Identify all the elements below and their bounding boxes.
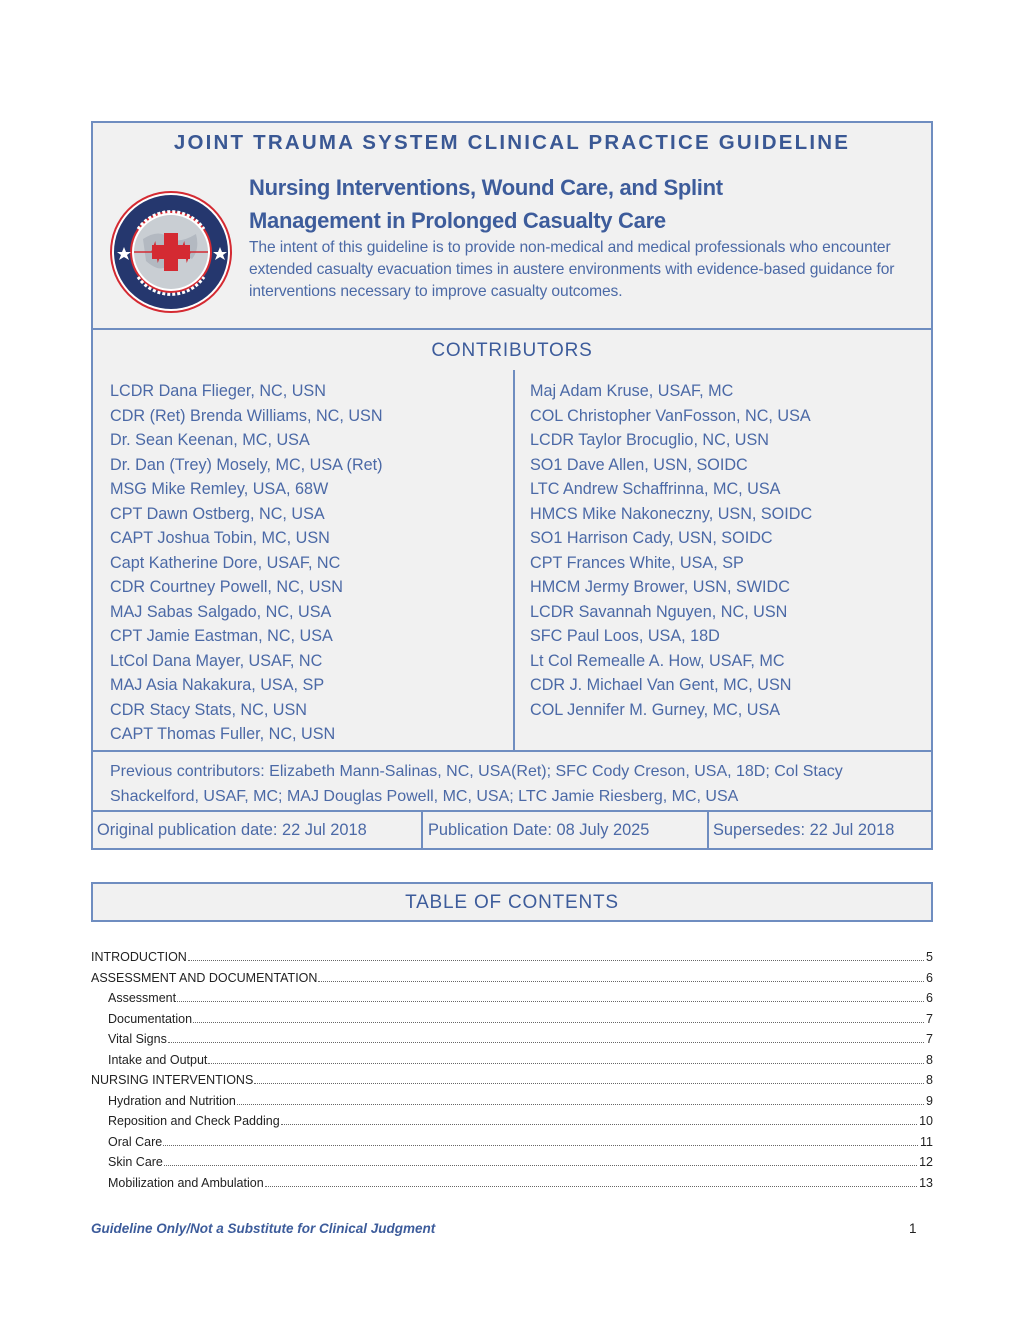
publication-date: Publication Date: 08 July 2025 (423, 812, 709, 848)
toc-entry-page: 9 (926, 1093, 933, 1108)
toc-entry-page: 7 (926, 1032, 933, 1046)
toc-dot-leader (168, 1042, 924, 1043)
contributors-panel (91, 370, 933, 752)
supersedes-date: Supersedes: 22 Jul 2018 (713, 821, 895, 839)
toc-entry-page: 8 (926, 1052, 933, 1067)
toc-entry[interactable] (91, 1029, 933, 1050)
toc-entry-page: 6 (926, 970, 933, 985)
toc-dot-leader (254, 1083, 924, 1084)
contributor-item: SO1 Harrison Cady, USN, SOIDC (530, 529, 773, 547)
toc-dot-leader (281, 1124, 917, 1125)
page-number: 1 (909, 1221, 917, 1236)
toc-entry-label: Hydration and Nutrition (108, 1093, 236, 1108)
contributor-item: MSG Mike Remley, USA, 68W (110, 480, 329, 498)
guideline-intent: The intent of this guideline is to provide non-medical and medical professionals who encounter extended casualty evacuation times in austere environments with evidence-based guidance for interventions necessary to improve casualty outcomes. (249, 239, 895, 300)
toc-dot-leader (177, 1001, 924, 1002)
contributors-heading: CONTRIBUTORS (91, 328, 933, 372)
contributor-item: Lt Col Remealle A. How, USAF, MC (530, 651, 785, 670)
contributor-item: COL Jennifer M. Gurney, MC, USA (530, 700, 781, 719)
toc-entry-label: NURSING INTERVENTIONS (91, 1073, 254, 1087)
toc-dot-leader (188, 960, 924, 961)
contributor-item: Maj Adam Kruse, USAF, MC (530, 382, 734, 400)
toc-entry-label: ASSESSMENT AND DOCUMENTATION (91, 970, 318, 985)
contributor-item: LCDR Savannah Nguyen, NC, USN (530, 602, 788, 621)
joint-trauma-system-seal-icon (108, 189, 234, 315)
contributor-item: LCDR Taylor Brocuglio, NC, USN (530, 431, 769, 449)
toc-entry-label: Oral Care (108, 1134, 163, 1149)
toc-heading: TABLE OF CONTENTS (91, 882, 933, 922)
contributor-item: Dr. Dan (Trey) Mosely, MC, USA (Ret) (110, 455, 383, 474)
toc-entry-page: 7 (926, 1011, 933, 1026)
contributor-item: CDR Courtney Powell, NC, USN (110, 578, 343, 596)
table-of-contents (91, 947, 933, 1193)
toc-dot-leader (318, 981, 924, 982)
toc-entry-page: 11 (920, 1134, 933, 1149)
contributor-item: CDR J. Michael Van Gent, MC, USN (530, 676, 792, 694)
contributor-item: MAJ Sabas Salgado, NC, USA (110, 602, 332, 621)
toc-dot-leader (164, 1165, 917, 1166)
contributor-item: SFC Paul Loos, USA, 18D (530, 627, 720, 645)
contributor-item: SO1 Dave Allen, USN, SOIDC (530, 455, 748, 474)
contributor-item: LTC Andrew Schaffrinna, MC, USA (530, 480, 781, 498)
contributor-item: LtCol Dana Mayer, USAF, NC (110, 651, 323, 670)
contributor-item: COL Christopher VanFosson, NC, USA (530, 406, 811, 425)
original-publication-date: Original publication date: 22 Jul 2018 (93, 812, 423, 848)
contributor-item: CPT Jamie Eastman, NC, USA (110, 627, 333, 645)
toc-entry[interactable] (91, 1173, 933, 1194)
contributor-item: CAPT Joshua Tobin, MC, USN (110, 529, 330, 547)
guideline-title (249, 171, 849, 237)
toc-entry[interactable] (91, 947, 933, 968)
contributor-item: Dr. Sean Keenan, MC, USA (110, 431, 310, 449)
contributor-item: Capt Katherine Dore, USAF, NC (110, 553, 341, 572)
contributors-left-column (110, 379, 383, 747)
contributor-item: MAJ Asia Nakakura, USA, SP (110, 676, 325, 694)
footer-disclaimer: Guideline Only/Not a Substitute for Clinical Judgment (91, 1221, 436, 1236)
system-title: JOINT TRAUMA SYSTEM CLINICAL PRACTICE GUIDELINE (91, 121, 933, 165)
contributor-item: HMCM Jermy Brower, USN, SWIDC (530, 578, 790, 596)
toc-entry-label: Assessment (108, 991, 177, 1005)
guideline-title-line1: Nursing Interventions, Wound Care, and Splint (249, 175, 723, 200)
toc-entry[interactable] (91, 1111, 933, 1132)
toc-entry[interactable] (91, 1091, 933, 1112)
toc-entry-page: 6 (926, 991, 933, 1005)
column-divider (513, 370, 515, 752)
toc-entry-label: Documentation (108, 1011, 193, 1026)
contributor-item: CDR (Ret) Brenda Williams, NC, USN (110, 406, 383, 425)
toc-entry-label: Vital Signs (108, 1032, 167, 1046)
toc-entry[interactable] (91, 1132, 933, 1153)
contributors-right-column (530, 379, 812, 722)
toc-entry-page: 5 (926, 950, 933, 964)
toc-entry-label: INTRODUCTION (91, 950, 187, 964)
toc-entry-page: 13 (919, 1175, 933, 1190)
contributor-item: LCDR Dana Flieger, NC, USN (110, 382, 326, 400)
toc-entry[interactable] (91, 1152, 933, 1173)
toc-entry[interactable] (91, 968, 933, 989)
toc-dot-leader (163, 1145, 918, 1146)
toc-entry-label: Reposition and Check Padding (108, 1114, 280, 1128)
toc-dot-leader (193, 1022, 924, 1023)
toc-entry[interactable] (91, 1070, 933, 1091)
contributor-item: CAPT Thomas Fuller, NC, USN (110, 725, 336, 743)
toc-entry-page: 8 (926, 1073, 933, 1087)
guideline-header (91, 163, 933, 330)
toc-entry[interactable] (91, 988, 933, 1009)
toc-entry[interactable] (91, 1009, 933, 1030)
contributor-item: HMCS Mike Nakoneczny, USN, SOIDC (530, 504, 813, 523)
toc-dot-leader (208, 1063, 924, 1064)
toc-entry-label: Intake and Output (108, 1052, 208, 1067)
toc-entry-page: 10 (919, 1114, 933, 1128)
contributor-item: CPT Dawn Ostberg, NC, USA (110, 504, 325, 523)
toc-dot-leader (237, 1104, 924, 1105)
toc-entry-page: 12 (919, 1155, 933, 1169)
toc-entry-label: Mobilization and Ambulation (108, 1175, 264, 1190)
contributor-item: CPT Frances White, USA, SP (530, 553, 744, 572)
previous-contributors: Previous contributors: Elizabeth Mann-Salinas, NC, USA(Ret); SFC Cody Creson, USA, 18D; Col Stacy Shackelford, USAF, MC; MAJ Douglas Powell, MC, USA; LTC Jamie Riesberg, MC, USA (91, 750, 933, 812)
toc-entry[interactable] (91, 1050, 933, 1071)
publication-dates (91, 810, 933, 850)
guideline-title-line2: Management in Prolonged Casualty Care (249, 208, 666, 233)
toc-entry-label: Skin Care (108, 1155, 163, 1169)
contributor-item: CDR Stacy Stats, NC, USN (110, 700, 307, 719)
toc-dot-leader (265, 1186, 917, 1187)
